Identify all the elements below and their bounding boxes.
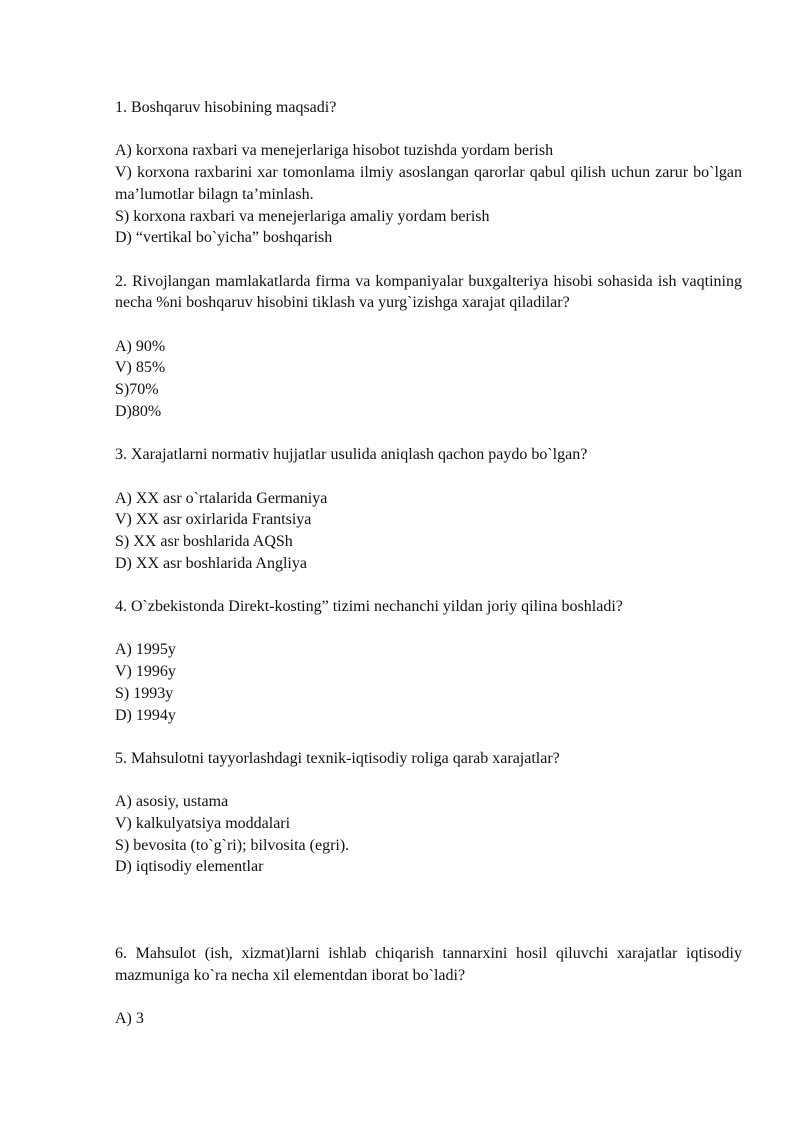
document-page xyxy=(115,97,742,1030)
question-5-option-a: A) asosiy, ustama xyxy=(115,793,229,811)
question-5-option-s: S) bevosita (to`g`ri); bilvosita (egri). xyxy=(115,836,350,854)
question-2-option-v: V) 85% xyxy=(115,359,166,377)
question-4-option-s: S) 1993y xyxy=(115,684,174,702)
question-1-option-s: S) korxona raxbari va menejerlariga amaliy yordam berish xyxy=(115,207,490,225)
spacer xyxy=(115,574,742,596)
spacer xyxy=(115,878,742,943)
question-5-option-d: D) iqtisodiy elementlar xyxy=(115,858,264,876)
question-4-option-d: D) 1994y xyxy=(115,706,176,724)
spacer xyxy=(115,987,742,1009)
spacer xyxy=(115,770,742,792)
question-4-option-a: A) 1995y xyxy=(115,641,176,659)
spacer xyxy=(115,466,742,488)
spacer xyxy=(115,249,742,271)
spacer xyxy=(115,726,742,748)
question-5-text: 5. Mahsulotni tayyorlashdagi texnik-iqtisodiy roliga qarab xarajatlar? xyxy=(115,749,560,767)
question-3-text: 3. Xarajatlarni normativ hujjatlar usulida aniqlash qachon paydo bo`lgan? xyxy=(115,446,588,464)
question-1-text: 1. Boshqaruv hisobining maqsadi? xyxy=(115,99,337,116)
question-2-text: 2. Rivojlangan mamlakatlarda firma va kompaniyalar buxgalteriya hisobi sohasida ish vaqtining necha %ni boshqaruv hisobini tiklash va yurg`izishga xarajat qiladilar? xyxy=(115,272,742,312)
spacer xyxy=(115,314,742,336)
question-3-option-v: V) XX asr oxirlarida Frantsiya xyxy=(115,511,312,529)
question-4-option-v: V) 1996y xyxy=(115,663,176,681)
spacer xyxy=(115,423,742,445)
spacer xyxy=(115,618,742,640)
question-5-option-v: V) kalkulyatsiya moddalari xyxy=(115,815,291,833)
question-6-option-a: A) 3 xyxy=(115,1010,144,1028)
question-6-text: 6. Mahsulot (ish, xizmat)larni ishlab chiqarish tannarxini hosil qiluvchi xarajatlar iqtisodiy mazmuniga ko`ra necha xil elementdan iborat bo`ladi? xyxy=(115,945,742,984)
question-2-option-s: S)70% xyxy=(115,381,159,399)
question-2-option-a: A) 90% xyxy=(115,337,166,355)
question-1-option-d: D) “vertikal bo`yicha” boshqarish xyxy=(115,229,333,247)
question-3-option-d: D) XX asr boshlarida Angliya xyxy=(115,554,307,572)
question-1-option-a: A) korxona raxbari va menejerlariga hisobot tuzishda yordam berish xyxy=(115,142,554,160)
question-4-text: 4. O`zbekistonda Direkt-kosting” tizimi nechanchi yildan joriy qilina boshladi? xyxy=(115,598,623,616)
question-3-option-a: A) XX asr o`rtalarida Germaniya xyxy=(115,489,328,507)
question-1-option-v: V) korxona raxbarini xar tomonlama ilmiy asoslangan qarorlar qabul qilish uchun zarur bo`lgan ma’lumotlar bilagn ta’minlash. xyxy=(115,164,742,203)
spacer xyxy=(115,119,742,141)
question-3-option-s: S) XX asr boshlarida AQSh xyxy=(115,532,293,550)
question-2-option-d: D)80% xyxy=(115,402,162,420)
